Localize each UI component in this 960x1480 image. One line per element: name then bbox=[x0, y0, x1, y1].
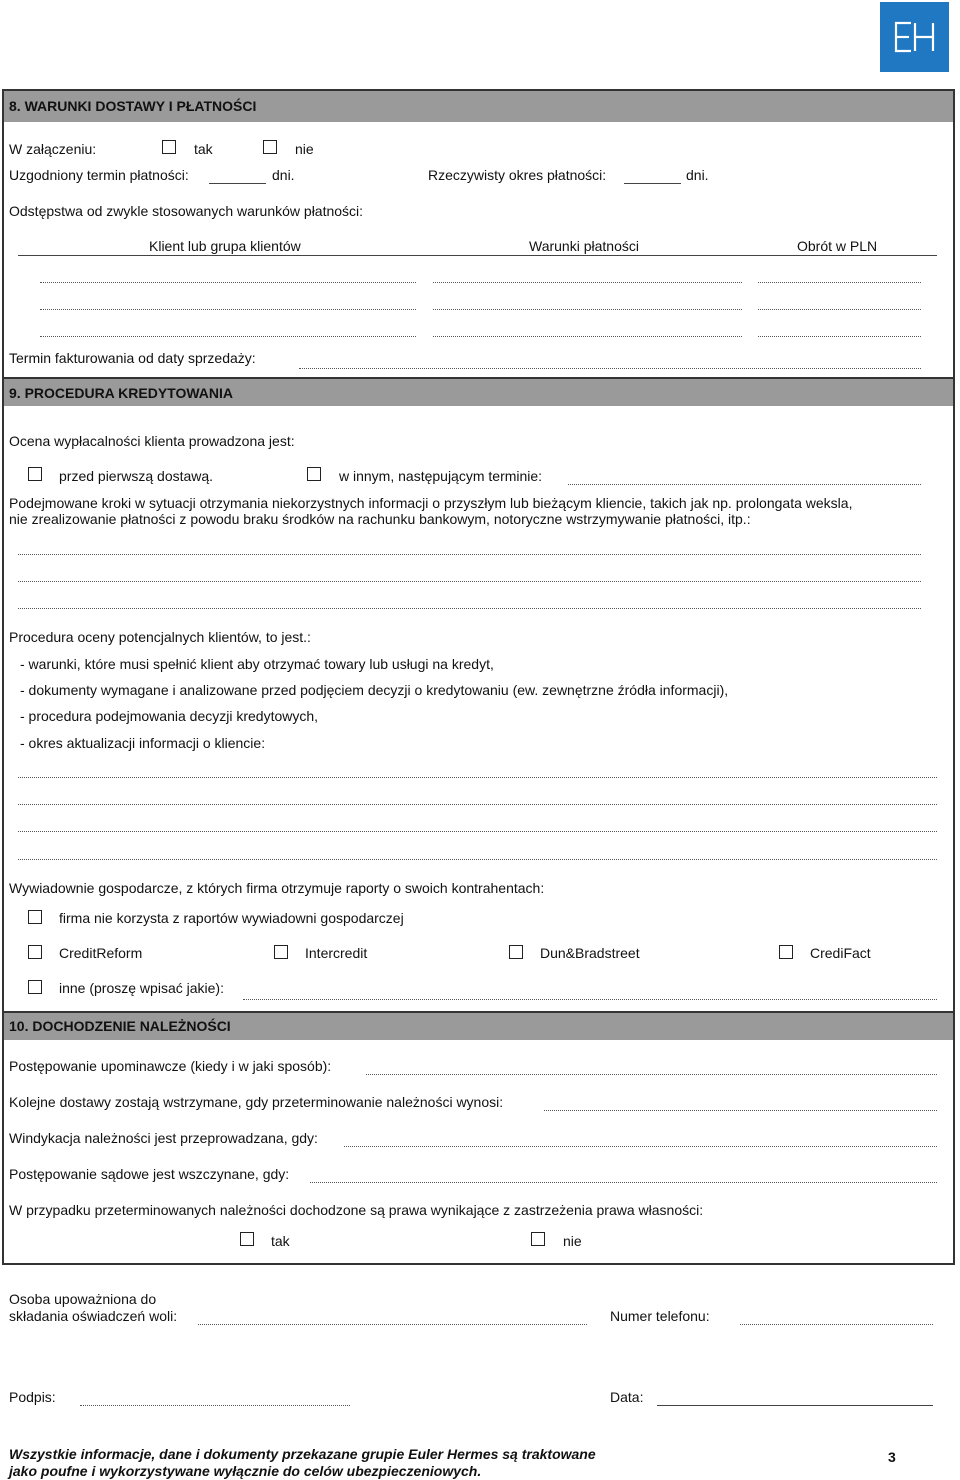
credifact-label: CrediFact bbox=[810, 945, 871, 961]
intercredit-label: Intercredit bbox=[305, 945, 368, 961]
no-agency-label: firma nie korzysta z raportów wywiadowni gospodarczej bbox=[59, 910, 404, 926]
agreed-term-label: Uzgodniony termin płatności: bbox=[9, 167, 189, 183]
footer-line-1: Wszystkie informacje, dane i dokumenty przekazane grupie Euler Hermes są traktowane bbox=[9, 1446, 596, 1462]
credifact-checkbox[interactable] bbox=[779, 945, 793, 959]
attach-yes-label: tak bbox=[194, 141, 213, 157]
column-client: Klient lub grupa klientów bbox=[149, 238, 301, 254]
procedure-item-1: - warunki, które musi spełnić klient aby otrzymać towary lub usługi na kredyt, bbox=[20, 656, 494, 672]
procedure-field-4[interactable] bbox=[18, 859, 937, 860]
person-label-1: Osoba upoważniona do bbox=[9, 1291, 157, 1307]
procedure-item-4: - okres aktualizacji informacji o kliencie: bbox=[20, 735, 266, 751]
turnover-field-3[interactable] bbox=[758, 336, 921, 337]
collection-label: Windykacja należności jest przeprowadzana, gdy: bbox=[9, 1130, 318, 1146]
agreed-term-field[interactable] bbox=[209, 183, 266, 184]
stop-field[interactable] bbox=[544, 1110, 937, 1111]
page-number: 3 bbox=[888, 1449, 896, 1465]
actual-term-label: Rzeczywisty okres płatności: bbox=[428, 167, 607, 183]
actual-term-field[interactable] bbox=[624, 183, 681, 184]
steps-field-1[interactable] bbox=[18, 554, 921, 555]
turnover-field-1[interactable] bbox=[758, 282, 921, 283]
date-label: Data: bbox=[610, 1389, 644, 1405]
steps-text-2: nie zrealizowanie płatności z powodu braku środków na rachunku bankowym, notoryczne wstrzymywanie płatności, itp.: bbox=[9, 511, 751, 527]
signature-label: Podpis: bbox=[9, 1389, 56, 1405]
procedure-field-1[interactable] bbox=[18, 777, 937, 778]
actual-term-days: dni. bbox=[686, 167, 709, 183]
client-field-1[interactable] bbox=[40, 282, 416, 283]
procedure-field-3[interactable] bbox=[18, 831, 937, 832]
court-label: Postępowanie sądowe jest wszczynane, gdy: bbox=[9, 1166, 290, 1182]
attach-no-checkbox[interactable] bbox=[263, 140, 277, 154]
attach-no-label: nie bbox=[295, 141, 314, 157]
retention-yes-checkbox[interactable] bbox=[240, 1232, 254, 1246]
retention-label: W przypadku przeterminowanych należności dochodzone są prawa wynikające z zastrzeżenia prawa własności: bbox=[9, 1202, 704, 1218]
agreed-term-days: dni. bbox=[272, 167, 295, 183]
procedure-item-3: - procedura podejmowania decyzji kredytowych, bbox=[20, 708, 319, 724]
procedure-label: Procedura oceny potencjalnych klientów, to jest.: bbox=[9, 629, 311, 645]
invoice-term-field[interactable] bbox=[299, 368, 921, 369]
intercredit-checkbox[interactable] bbox=[274, 945, 288, 959]
dunning-label: Postępowanie upominawcze (kiedy i w jaki sposób): bbox=[9, 1058, 332, 1074]
other-agency-checkbox[interactable] bbox=[28, 980, 42, 994]
terms-field-3[interactable] bbox=[433, 336, 742, 337]
other-agency-label: inne (proszę wpisać jakie): bbox=[59, 980, 224, 996]
dunbradstreet-label: Dun&Bradstreet bbox=[540, 945, 640, 961]
dunbradstreet-checkbox[interactable] bbox=[509, 945, 523, 959]
no-agency-checkbox[interactable] bbox=[28, 910, 42, 924]
invoice-term-label: Termin fakturowania od daty sprzedaży: bbox=[9, 350, 256, 366]
assess-label: Ocena wypłacalności klienta prowadzona jest: bbox=[9, 433, 295, 449]
phone-field[interactable] bbox=[740, 1324, 933, 1325]
turnover-field-2[interactable] bbox=[758, 309, 921, 310]
person-label-2: składania oświadczeń woli: bbox=[9, 1308, 178, 1324]
terms-field-2[interactable] bbox=[433, 309, 742, 310]
client-field-2[interactable] bbox=[40, 309, 416, 310]
creditreform-label: CreditReform bbox=[59, 945, 143, 961]
deviations-label: Odstępstwa od zwykle stosowanych warunków płatności: bbox=[9, 203, 364, 219]
other-term-checkbox[interactable] bbox=[307, 467, 321, 481]
section-8-title: 8. WARUNKI DOSTAWY I PŁATNOŚCI bbox=[9, 98, 257, 114]
section-10-header bbox=[4, 1013, 953, 1040]
section-9-header bbox=[4, 379, 953, 406]
eh-logo bbox=[880, 2, 949, 72]
court-field[interactable] bbox=[310, 1182, 937, 1183]
other-term-field[interactable] bbox=[568, 484, 921, 485]
creditreform-checkbox[interactable] bbox=[28, 945, 42, 959]
dunning-field[interactable] bbox=[366, 1074, 937, 1075]
section-9-title: 9. PROCEDURA KREDYTOWANIA bbox=[9, 385, 234, 401]
date-field[interactable] bbox=[657, 1405, 933, 1406]
retention-no-checkbox[interactable] bbox=[531, 1232, 545, 1246]
columns-rule bbox=[18, 255, 937, 256]
person-field[interactable] bbox=[198, 1324, 587, 1325]
procedure-item-2: - dokumenty wymagane i analizowane przed podjęciem decyzji o kredytowaniu (ew. zewnętrzne źródła informacji), bbox=[20, 682, 729, 698]
section-8-header bbox=[4, 91, 953, 122]
attach-label: W załączeniu: bbox=[9, 141, 97, 157]
steps-field-3[interactable] bbox=[18, 608, 921, 609]
retention-no-label: nie bbox=[563, 1233, 582, 1249]
attach-yes-checkbox[interactable] bbox=[162, 140, 176, 154]
agencies-label: Wywiadownie gospodarcze, z których firma otrzymuje raporty o swoich kontrahentach: bbox=[9, 880, 545, 896]
column-terms: Warunki płatności bbox=[529, 238, 639, 254]
steps-text-1: Podejmowane kroki w sytuacji otrzymania niekorzystnych informacji o przyszłym lub bieżącym kliencie, takich jak np. prolongata weksla, bbox=[9, 495, 853, 511]
column-turnover: Obrót w PLN bbox=[797, 238, 878, 254]
other-agency-field[interactable] bbox=[243, 999, 937, 1000]
client-field-3[interactable] bbox=[40, 336, 416, 337]
phone-label: Numer telefonu: bbox=[610, 1308, 710, 1324]
other-term-label: w innym, następującym terminie: bbox=[339, 468, 543, 484]
eh-logo-icon bbox=[893, 20, 937, 54]
stop-label: Kolejne dostawy zostają wstrzymane, gdy przeterminowanie należności wynosi: bbox=[9, 1094, 504, 1110]
collection-field[interactable] bbox=[344, 1146, 937, 1147]
before-first-label: przed pierwszą dostawą. bbox=[59, 468, 214, 484]
retention-yes-label: tak bbox=[271, 1233, 290, 1249]
footer-line-2: jako poufne i wykorzystywane wyłącznie do celów ubezpieczeniowych. bbox=[9, 1463, 482, 1479]
signature-field[interactable] bbox=[80, 1405, 350, 1406]
steps-field-2[interactable] bbox=[18, 581, 921, 582]
section-10-title: 10. DOCHODZENIE NALEŻNOŚCI bbox=[9, 1018, 231, 1034]
terms-field-1[interactable] bbox=[433, 282, 742, 283]
before-first-checkbox[interactable] bbox=[28, 467, 42, 481]
procedure-field-2[interactable] bbox=[18, 804, 937, 805]
